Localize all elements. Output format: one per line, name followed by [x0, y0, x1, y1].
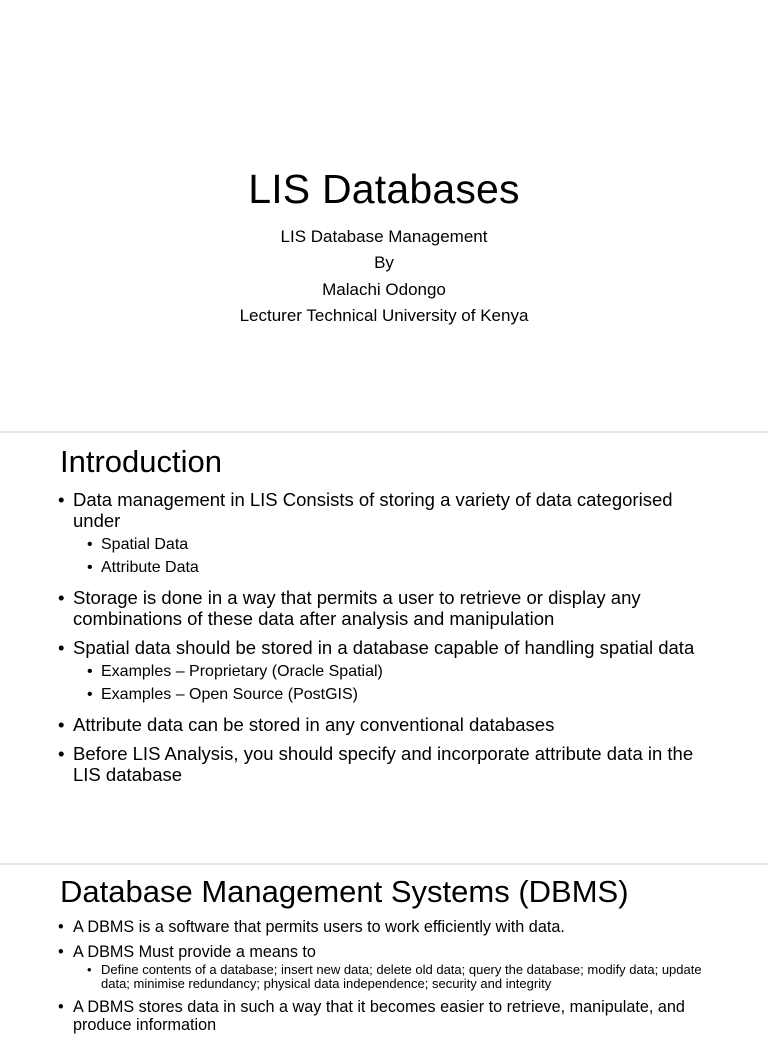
- sub-bullet-list: [73, 534, 708, 579]
- bullet-text: Attribute data can be stored in any conventional databases: [73, 714, 555, 735]
- bullet-item: [58, 714, 708, 735]
- slide-heading: Database Management Systems (DBMS): [60, 874, 629, 909]
- subtitle-by: By: [374, 253, 394, 273]
- bullet-item: [58, 743, 708, 785]
- bullet-item: [58, 637, 708, 706]
- title-slide: [0, 0, 768, 432]
- sub-bullet-item: • Spatial Data: [87, 534, 708, 557]
- slide-divider: [0, 431, 768, 433]
- subtitle-affiliation: Lecturer Technical University of Kenya: [239, 305, 529, 325]
- bullet-item: [58, 489, 708, 579]
- sub-bullet-item: • Examples – Proprietary (Oracle Spatial): [87, 661, 708, 684]
- sub-bullet-list: [73, 963, 708, 991]
- dbms-slide: [0, 864, 768, 1034]
- bullet-text: Data management in LIS Consists of storing a variety of data categorised under: [73, 489, 673, 531]
- bullet-item: [58, 998, 708, 1034]
- sub-bullet-item: • Define contents of a database; insert new data; delete old data; query the database; modify data; update data; minimise redundancy; physical data independence; security and integrity: [87, 963, 708, 991]
- sub-bullet-list: [73, 661, 708, 706]
- slide-divider: [0, 863, 768, 865]
- bullet-item: [58, 943, 708, 991]
- subtitle-course: LIS Database Management: [280, 227, 488, 246]
- slide-heading: Introduction: [60, 444, 222, 479]
- sub-bullet-item: • Attribute Data: [87, 557, 708, 580]
- bullet-text: A DBMS Must provide a means to: [73, 943, 316, 961]
- bullet-text: A DBMS stores data in such a way that it becomes easier to retrieve, manipulate, and produce information: [73, 998, 685, 1034]
- bullet-text: Storage is done in a way that permits a user to retrieve or display any combinations of these data after analysis and manipulation: [73, 587, 641, 629]
- slide-title: LIS Databases: [248, 166, 520, 212]
- bullet-item: [58, 587, 708, 629]
- bullet-list: [58, 918, 708, 1041]
- subtitle-author: Malachi Odongo: [322, 279, 446, 299]
- sub-bullet-item: • Examples – Open Source (PostGIS): [87, 684, 708, 707]
- bullet-text: A DBMS is a software that permits users to work efficiently with data.: [73, 918, 565, 936]
- bullet-item: [58, 918, 708, 936]
- bullet-text: Spatial data should be stored in a database capable of handling spatial data: [73, 637, 695, 658]
- introduction-slide: [0, 432, 768, 864]
- slide-subtitle: [0, 224, 768, 329]
- bullet-list: [58, 489, 708, 793]
- bullet-text: Before LIS Analysis, you should specify and incorporate attribute data in the LIS database: [73, 743, 694, 785]
